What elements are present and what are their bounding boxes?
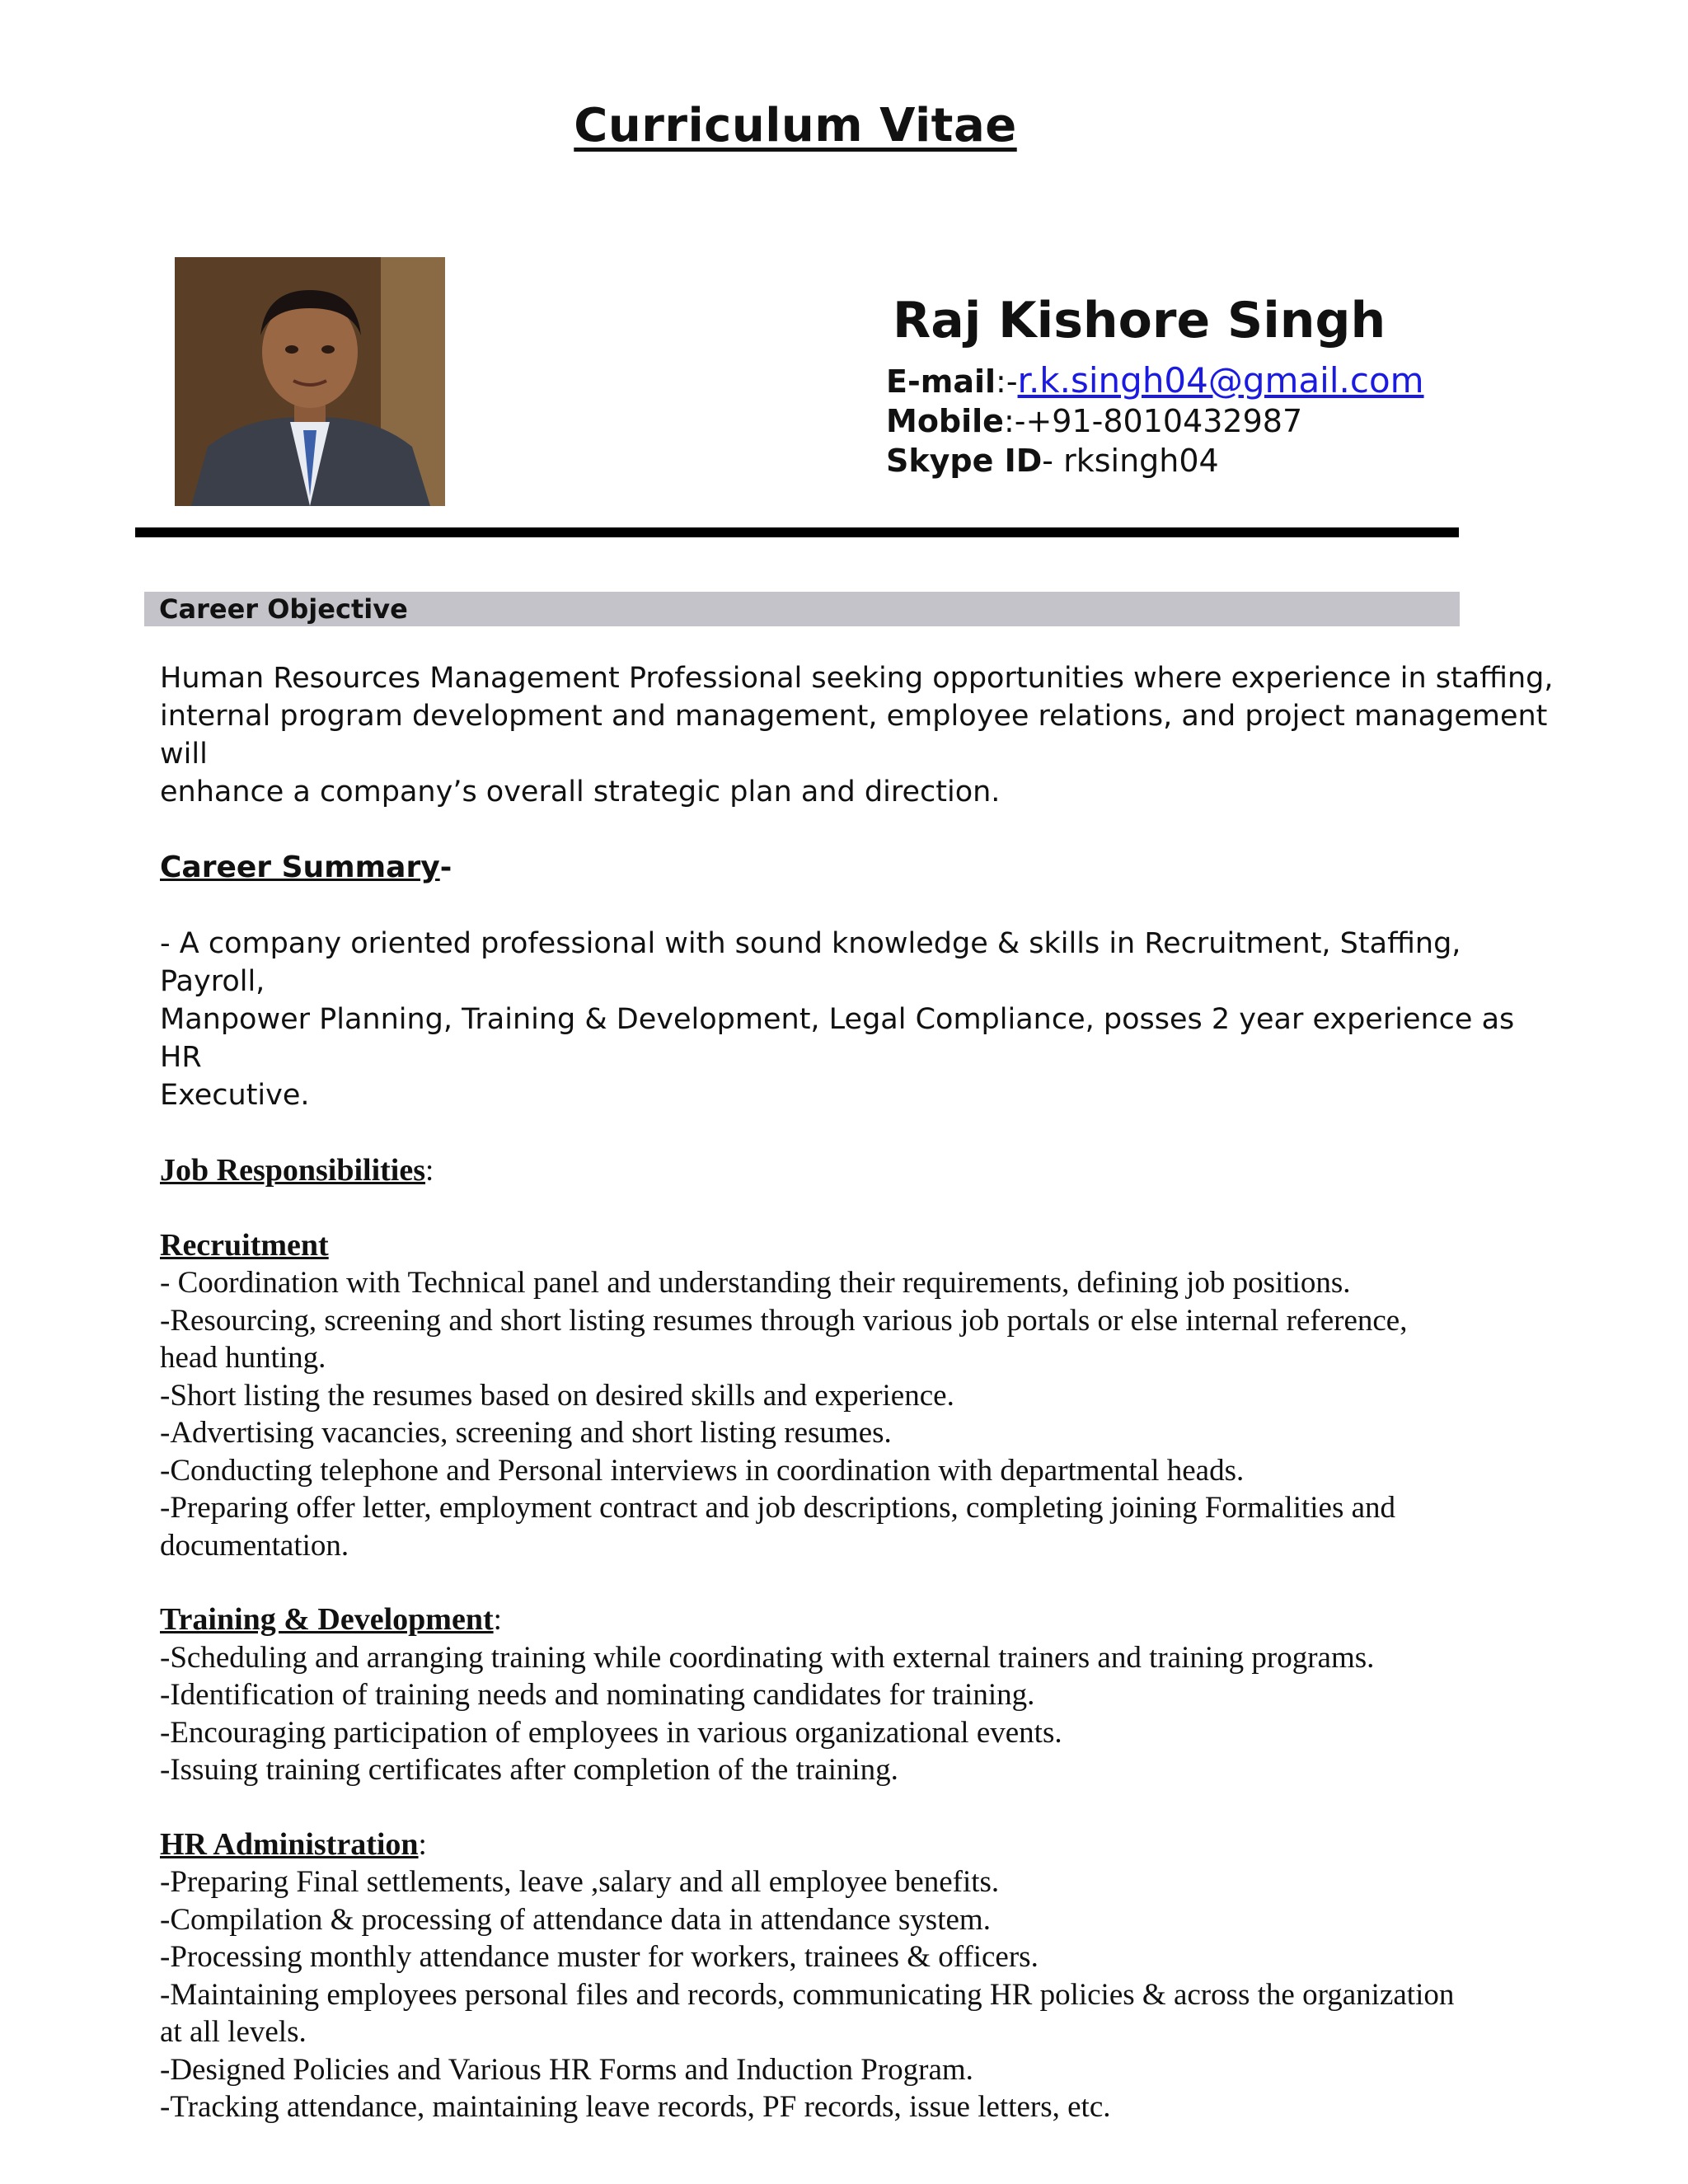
recruitment-line: documentation. (160, 1528, 349, 1563)
recruitment-line: - Coordination with Technical panel and understanding their requirements, defining job positions. (160, 1266, 1351, 1300)
training-line: -Issuing training certificates after completion of the training. (160, 1753, 898, 1787)
skype-id: rksingh04 (1063, 443, 1219, 479)
candidate-name: Raj Kishore Singh (893, 292, 1386, 349)
hr-admin-heading: HR Administration (160, 1826, 419, 1862)
mobile-label: Mobile (886, 403, 1004, 439)
hr-admin-line: -Processing monthly attendance muster for workers, trainees & officers. (160, 1940, 1039, 1974)
skype-line (886, 441, 1628, 480)
hr-admin-suffix: : (418, 1827, 427, 1862)
objective-line: enhance a company’s overall strategic plan and direction. (160, 776, 1001, 808)
job-responsibilities-suffix: : (425, 1154, 434, 1188)
hr-admin-line: -Compilation & processing of attendance data in attendance system. (160, 1902, 991, 1937)
summary-line: Manpower Planning, Training & Development, Legal Compliance, posses 2 year experience as HR (160, 1003, 1515, 1074)
recruitment-heading: Recruitment (160, 1227, 329, 1263)
hr-admin-line: at all levels. (160, 2015, 307, 2049)
training-suffix: : (493, 1603, 502, 1637)
person-portrait-icon (175, 257, 445, 506)
hr-admin-line: -Tracking attendance, maintaining leave records, PF records, issue letters, etc. (160, 2090, 1111, 2124)
mobile-number: +91-8010432987 (1025, 403, 1303, 439)
training-heading: Training & Development (160, 1602, 494, 1637)
career-summary-section (160, 849, 1561, 1114)
summary-line: Executive. (160, 1079, 310, 1112)
hr-admin-heading-line (160, 1826, 1561, 1864)
recruitment-heading-line (160, 1227, 1561, 1265)
contact-block (886, 288, 1628, 480)
recruitment-line: head hunting. (160, 1341, 326, 1375)
recruitment-line: -Resourcing, screening and short listing resumes through various job portals or else internal reference, (160, 1303, 1408, 1338)
mobile-separator: :- (1003, 403, 1026, 439)
career-summary-suffix: - (439, 851, 452, 884)
header-divider (135, 527, 1459, 537)
recruitment-line: -Short listing the resumes based on desired skills and experience. (160, 1378, 954, 1413)
job-responsibilities-section (160, 1152, 1561, 2126)
career-objective-heading: Career Objective (159, 593, 408, 625)
email-line (886, 361, 1628, 401)
recruitment-line: -Advertising vacancies, screening and short listing resumes. (160, 1416, 892, 1450)
training-line: -Scheduling and arranging training while coordinating with external trainers and training programs. (160, 1640, 1375, 1675)
training-line: -Identification of training needs and nominating candidates for training. (160, 1678, 1035, 1712)
summary-line: - A company oriented professional with sound knowledge & skills in Recruitment, Staffing, Payroll, (160, 927, 1461, 998)
hr-admin-line: -Preparing Final settlements, leave ,salary and all employee benefits. (160, 1865, 1000, 1899)
skype-label: Skype ID (886, 443, 1043, 479)
hr-admin-line: -Designed Policies and Various HR Forms and Induction Program. (160, 2052, 973, 2087)
training-line: -Encouraging participation of employees in various organizational events. (160, 1715, 1062, 1750)
email-link[interactable]: r.k.singh04@gmail.com (1017, 360, 1424, 401)
career-summary-heading: Career Summary (160, 851, 440, 884)
job-responsibilities-heading-line (160, 1152, 1561, 1190)
objective-line: Human Resources Management Professional seeking opportunities where experience in staffing, (160, 662, 1554, 695)
email-separator: :- (996, 363, 1018, 400)
profile-photo (175, 257, 445, 506)
career-summary-heading-line (160, 849, 1561, 887)
career-objective-bar (144, 592, 1460, 626)
training-heading-line (160, 1601, 1561, 1639)
hr-admin-line: -Maintaining employees personal files and records, communicating HR policies & across the organization (160, 1977, 1455, 2012)
objective-line: internal program development and management, employee relations, and project management will (160, 700, 1548, 771)
recruitment-line: -Preparing offer letter, employment contract and job descriptions, completing joining Formalities and (160, 1491, 1396, 1525)
resume-body (160, 659, 1561, 2126)
mobile-line (886, 401, 1628, 441)
page-title: Curriculum Vitae (574, 99, 1017, 152)
recruitment-line: -Conducting telephone and Personal interviews in coordination with departmental heads. (160, 1453, 1245, 1488)
career-objective-text (160, 659, 1561, 811)
email-label: E-mail (886, 363, 996, 400)
skype-separator: - (1042, 443, 1064, 479)
job-responsibilities-heading: Job Responsibilities (160, 1153, 426, 1188)
